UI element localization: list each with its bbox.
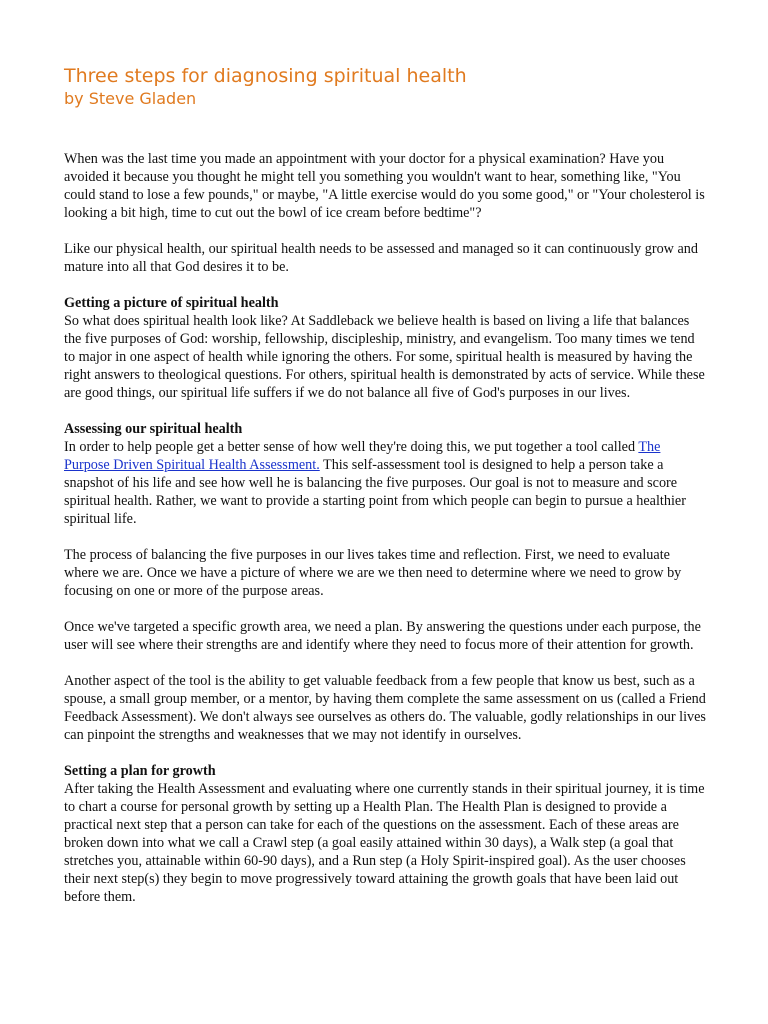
assessment-link[interactable]: The Purpose Driven Spiritual Health Assessment.	[64, 439, 661, 473]
paragraph-physical-health: Like our physical health, our spiritual health needs to be assessed and managed so it can continuously grow and mature into all that God desires it to be.	[64, 241, 698, 275]
paragraph-intro: When was the last time you made an appointment with your doctor for a physical examination? Have you avoided it because you thought he might tell you something you wouldn't want to hear, something like, "You could stand to lose a few pounds," or maybe, "A little exercise would do you some good," or "Your cholesterol is looking a bit high, time to cut out the bowl of ice cream before bedtime"?	[64, 151, 705, 221]
paragraph-picture: So what does spiritual health look like? At Saddleback we believe health is based on living a life that balances the five purposes of God: worship, fellowship, discipleship, ministry, and evangelism. Too many times we tend to major in one aspect of health while ignoring the others. For some, spiritual health is measured by having the right answers to theological questions. For others, spiritual health is demonstrated by acts of service. While these are good things, our spiritual life suffers if we do not balance all five of God's purposes in our lives.	[64, 313, 705, 401]
paragraph-plan: Once we've targeted a specific growth area, we need a plan. By answering the questions under each purpose, the user will see where their strengths are and identify where they need to focus more of their attention for growth.	[64, 619, 701, 653]
page-title: Three steps for diagnosing spiritual health	[64, 65, 467, 87]
assessing-text-before: In order to help people get a better sense of how well they're doing this, we put together a tool called	[64, 439, 639, 455]
author-byline: by Steve Gladen	[64, 89, 197, 108]
section-heading-growth: Setting a plan for growth	[64, 763, 216, 779]
article-body	[64, 150, 708, 906]
paragraph-feedback: Another aspect of the tool is the ability to get valuable feedback from a few people that know us best, such as a spouse, a small group member, or a mentor, by having them complete the same assessment on us (called a Friend Feedback Assessment). We don't always see ourselves as others do. The valuable, godly relationships in our lives can pinpoint the strengths and weaknesses that we may not identify in ourselves.	[64, 673, 706, 743]
paragraph-process: The process of balancing the five purposes in our lives takes time and reflection. First, we need to evaluate where we are. Once we have a picture of where we are we then need to determine where we need to grow by focusing on one or more of the purpose areas.	[64, 547, 682, 599]
section-heading-assessing: Assessing our spiritual health	[64, 421, 243, 437]
document-page	[64, 64, 708, 924]
paragraph-growth: After taking the Health Assessment and evaluating where one currently stands in their spiritual journey, it is time to chart a course for personal growth by setting up a Health Plan. The Health Plan is designed to provide a practical next step that a person can take for each of the questions on the assessment. Each of these areas are broken down into what we call a Crawl step (a goal easily attained within 30 days), a Walk step (a goal that stretches you, attainable within 60-90 days), and a Run step (a Holy Spirit-inspired goal). As the user chooses their next step(s) they begin to move progressively toward attaining the growth goals that have been laid out before them.	[64, 781, 705, 905]
section-heading-picture: Getting a picture of spiritual health	[64, 295, 279, 311]
assessing-text-after: This self-assessment tool is designed to help a person take a snapshot of his life and see how well he is balancing the five purposes. Our goal is not to measure and score spiritual health. Rather, we want to provide a starting point from which people can begin to pursue a healthier spiritual life.	[64, 457, 686, 527]
paragraph-assessing	[64, 438, 708, 528]
